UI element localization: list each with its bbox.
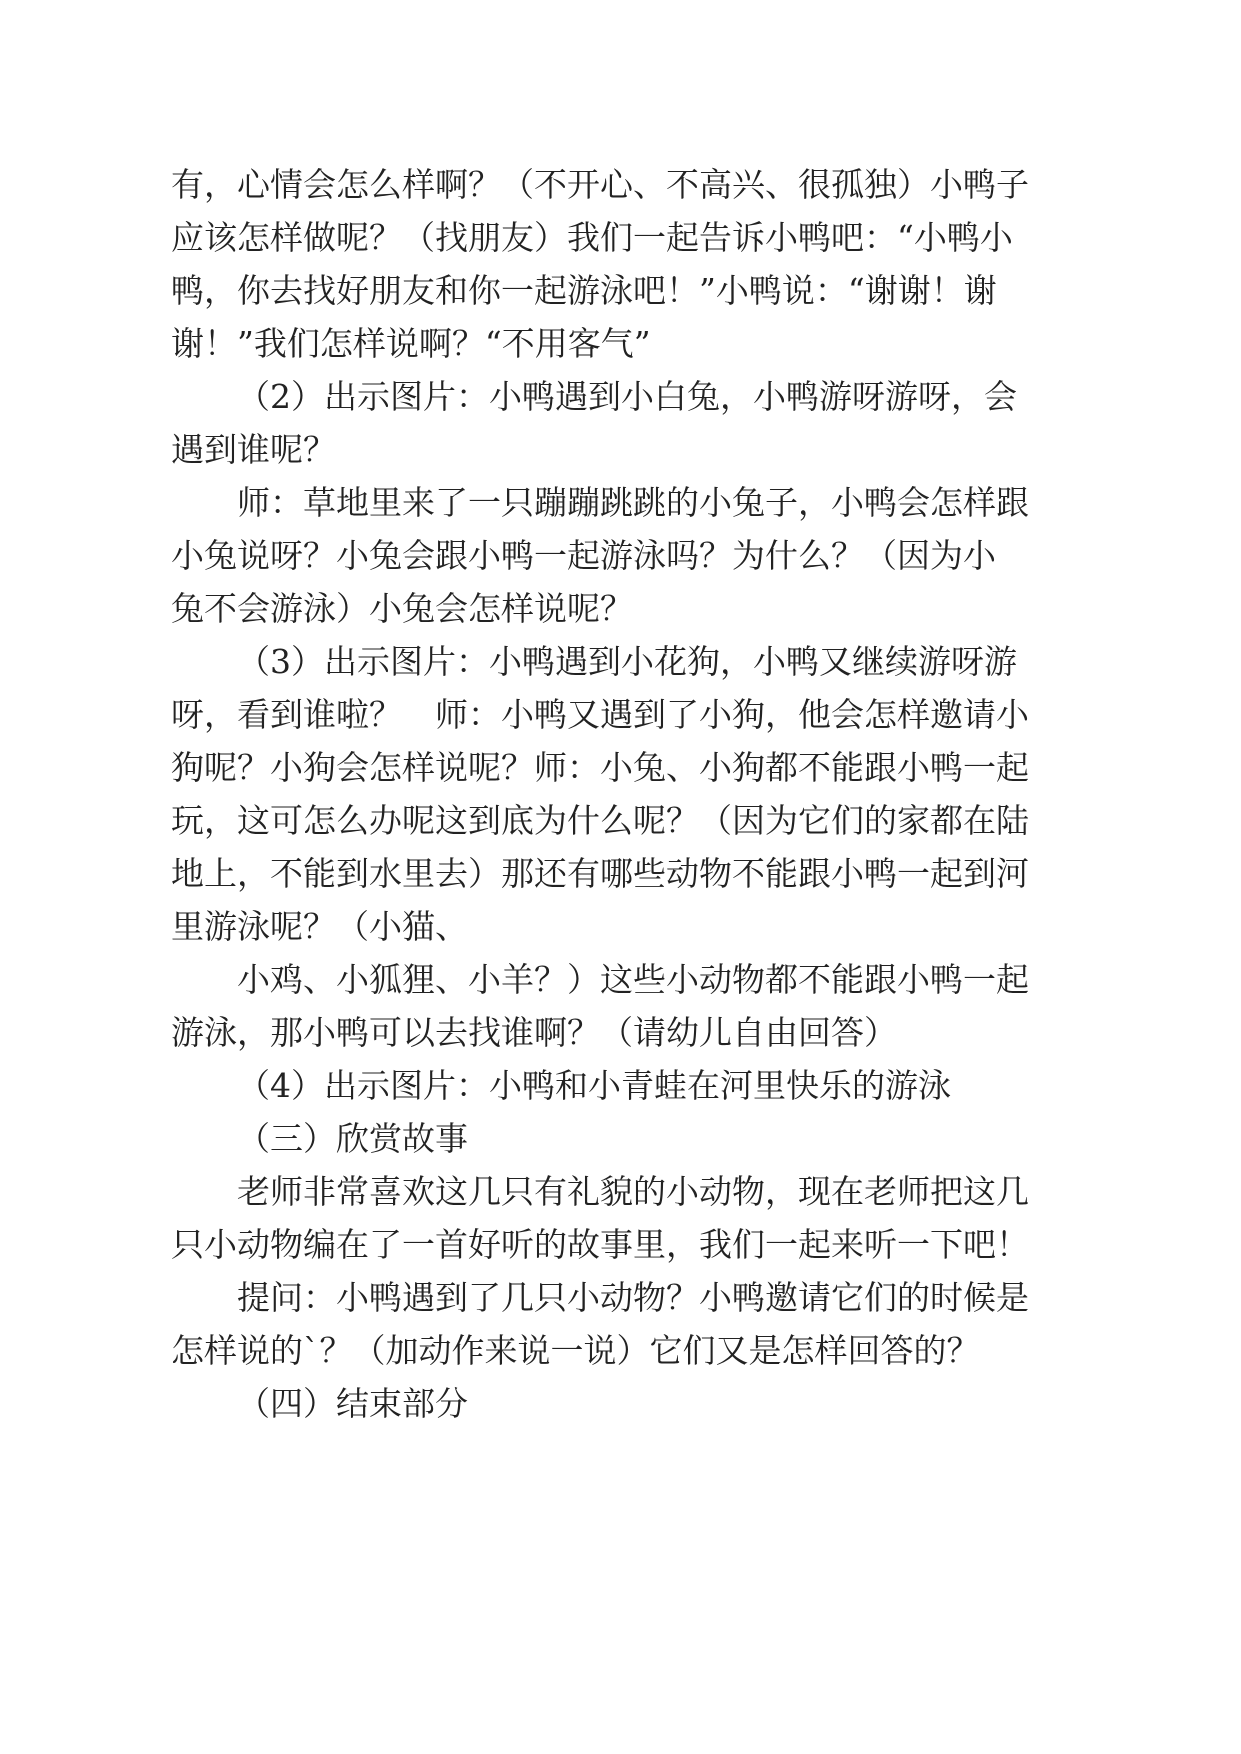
text-line-3: 鸭，你去找好朋友和你一起游泳吧！”小鸭说：“谢谢！谢 [171, 271, 997, 310]
text-line-14: 地上，不能到水里去）那还有哪些动物不能跟小鸭一起到河 [171, 854, 1029, 893]
text-line-20: 老师非常喜欢这几只有礼貌的小动物，现在老师把这几 [237, 1172, 1029, 1211]
text-line-17: 游泳，那小鸭可以去找谁啊？（请幼儿自由回答） [171, 1013, 897, 1052]
text-line-21: 只小动物编在了一首好听的故事里，我们一起来听一下吧！ [171, 1225, 1029, 1264]
text-line-16: 小鸡、小狐狸、小羊？）这些小动物都不能跟小鸭一起 [237, 960, 1029, 999]
text-line-11: 呀，看到谁啦？ 师：小鸭又遇到了小狗，他会怎样邀请小 [171, 695, 1029, 734]
text-line-6: 遇到谁呢？ [171, 430, 336, 469]
text-line-13: 玩，这可怎么办呢这到底为什么呢？（因为它们的家都在陆 [171, 801, 1029, 840]
text-line-18: （4）出示图片：小鸭和小青蛙在河里快乐的游泳 [237, 1066, 951, 1105]
text-line-1: 有，心情会怎么样啊？（不开心、不高兴、很孤独）小鸭子 [171, 165, 1029, 204]
text-line-5: （2）出示图片：小鸭遇到小白兔，小鸭游呀游呀，会 [237, 377, 1017, 416]
text-line-24: （四）结束部分 [237, 1384, 468, 1423]
text-line-22: 提问：小鸭遇到了几只小动物？小鸭邀请它们的时候是 [237, 1278, 1029, 1317]
text-line-8: 小兔说呀？小兔会跟小鸭一起游泳吗？为什么？（因为小 [171, 536, 996, 575]
text-line-4: 谢！”我们怎样说啊？“不用客气” [171, 324, 651, 363]
text-line-10: （3）出示图片：小鸭遇到小花狗，小鸭又继续游呀游 [237, 642, 1017, 681]
text-line-23: 怎样说的`？（加动作来说一说）它们又是怎样回答的？ [171, 1331, 980, 1370]
text-line-2: 应该怎样做呢？（找朋友）我们一起告诉小鸭吧：“小鸭小 [171, 218, 1013, 257]
text-line-7: 师：草地里来了一只蹦蹦跳跳的小兔子，小鸭会怎样跟 [237, 483, 1029, 522]
text-line-15: 里游泳呢？（小猫、 [171, 907, 468, 946]
text-line-19: （三）欣赏故事 [237, 1119, 468, 1158]
text-line-12: 狗呢？小狗会怎样说呢？师：小兔、小狗都不能跟小鸭一起 [171, 748, 1029, 787]
text-line-9: 兔不会游泳）小兔会怎样说呢？ [171, 589, 633, 628]
